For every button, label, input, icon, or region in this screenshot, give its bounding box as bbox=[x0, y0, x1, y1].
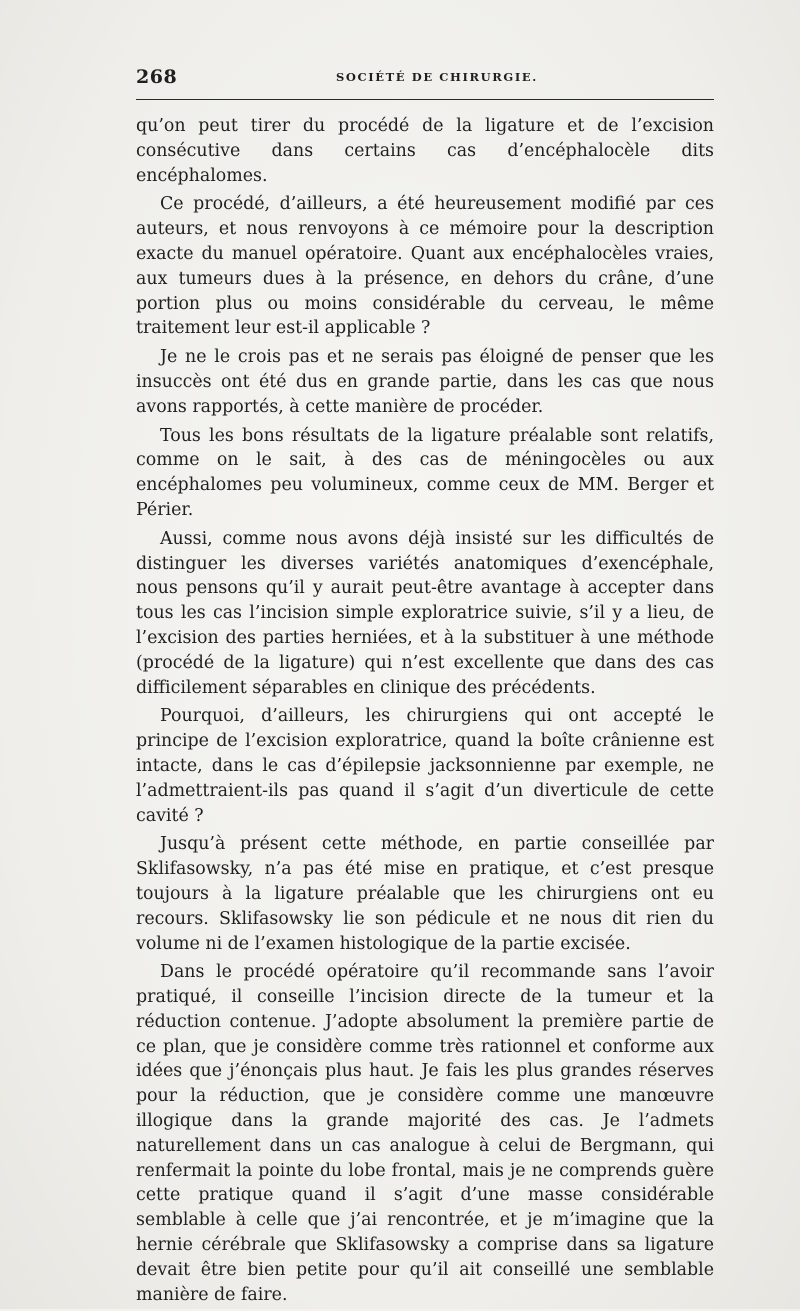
paragraph-8: Dans le procédé opératoire qu’il recommande sans l’avoir pratiqué, il conseille l’incision directe de la tumeur et la réduction contenue. J’adopte absolument la première partie de ce plan, que je considère comme très rationnel et conforme aux idées que j’énonçais plus haut. Je fais les plus grandes réserves pour la réduction, que je considère comme une manœuvre illogique dans la grande majorité des cas. Je l’admets naturellement dans un cas analogue à celui de Bergmann, qui renfermait la pointe du lobe frontal, mais je ne comprends guère cette pratique quand il s’agit d’une masse considérable semblable à celle que j’ai rencontrée, et je m’imagine que la hernie cérébrale que Sklifasowsky a comprise dans sa ligature devait être bien petite pour qu’il ait conseillé une semblable manière de faire. bbox=[136, 962, 714, 1305]
paragraph-7: Jusqu’à présent cette méthode, en partie conseillée par Sklifasowsky, n’a pas été mise en pratique, et c’est presque toujours à la ligature préalable que les chirurgiens ont eu recours. Sklifasowsky lie son pédicule et ne nous dit rien du volume ni de l’examen histologique de la partie excisée. bbox=[136, 834, 714, 954]
paragraph-3: Je ne le crois pas et ne serais pas éloigné de penser que les insuccès ont été dus en grande partie, dans les cas que nous avons rapportés, à cette manière de procéder. bbox=[136, 347, 714, 417]
running-title: SOCIÉTÉ DE CHIRURGIE. bbox=[336, 70, 538, 84]
body-text bbox=[136, 114, 714, 1311]
paragraph-1: qu’on peut tirer du procédé de la ligature et de l’excision consécutive dans certains cas d’encéphalocèle dits encéphalomes. bbox=[136, 116, 714, 186]
paragraph-5: Aussi, comme nous avons déjà insisté sur les difficultés de distinguer les diverses variétés anatomiques d’exencéphale, nous pensons qu’il y aurait peut-être avantage à accepter dans tous les cas l’incision simple exploratrice suivie, s’il y a lieu, de l’excision des parties herniées, et à la substituer à une méthode (procédé de la ligature) qui n’est excellente que dans des cas difficilement séparables en clinique des précédents. bbox=[136, 528, 714, 698]
page-number: 268 bbox=[136, 66, 178, 88]
paragraph-6: Pourquoi, d’ailleurs, les chirurgiens qui ont accepté le principe de l’excision exploratrice, quand la boîte crânienne est intacte, dans le cas d’épilepsie jacksonnienne par exemple, ne l’admettraient-ils pas quand il s’agit d’un diverticule de cette cavité ? bbox=[136, 706, 714, 826]
header-rule bbox=[136, 99, 714, 100]
paragraph-4: Tous les bons résultats de la ligature préalable sont relatifs, comme on le sait, à des cas de méningocèles ou aux encéphalomes peu volumineux, comme ceux de MM. Berger et Périer. bbox=[136, 425, 714, 520]
paragraph-2: Ce procédé, d’ailleurs, a été heureusement modifié par ces auteurs, et nous renvoyons à ce mémoire pour la description exacte du manuel opératoire. Quant aux encéphalocèles vraies, aux tumeurs dues à la présence, en dehors du crâne, d’une portion plus ou moins considérable du cerveau, le même traitement leur est-il applicable ? bbox=[136, 194, 714, 339]
page-header bbox=[136, 66, 714, 96]
